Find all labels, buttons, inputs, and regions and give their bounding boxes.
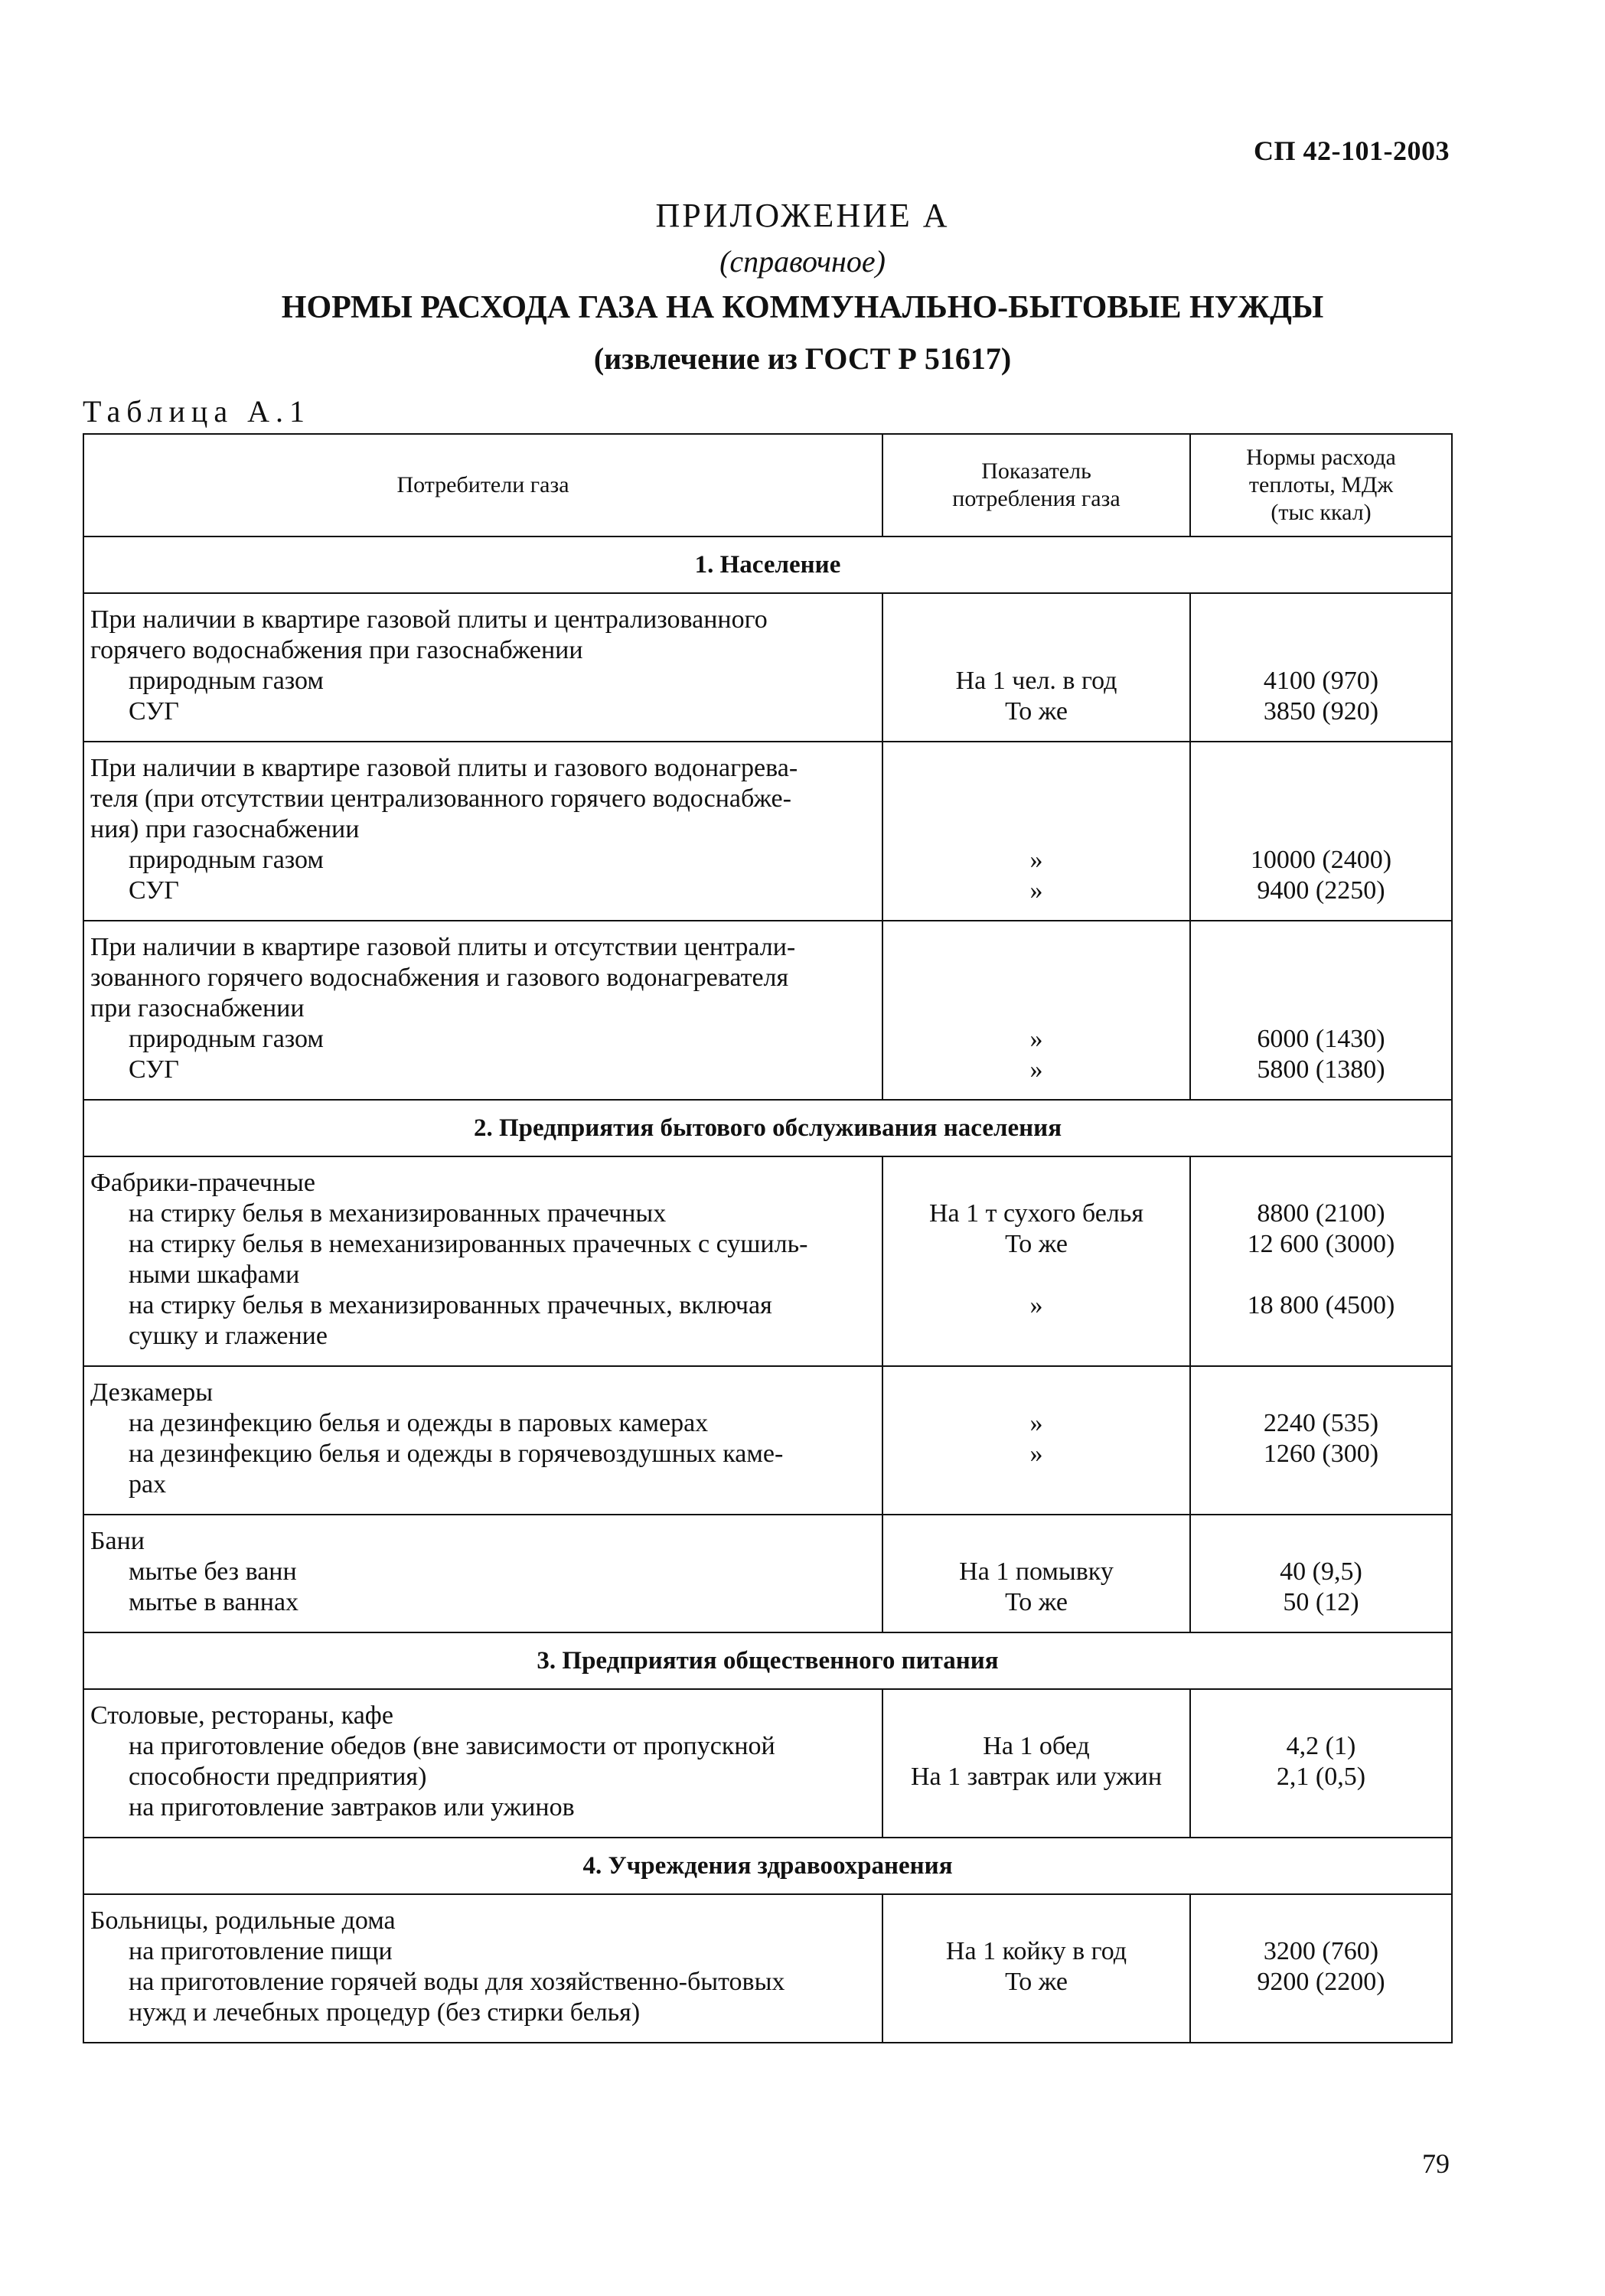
- consumer-line: мытье в ваннах: [129, 1588, 299, 1616]
- indicator-value: [883, 1526, 1189, 1557]
- norm-value: 9200 (2200): [1257, 1968, 1385, 1996]
- indicator-value: На 1 завтрак или ужин: [910, 1763, 1163, 1791]
- consumer-line: теля (при отсутствии централизованного горячего водоснабже-: [90, 784, 791, 813]
- consumer-cell: [83, 1515, 882, 1632]
- indicator-value: То же: [1005, 1230, 1068, 1258]
- table-row: [83, 1515, 1452, 1632]
- indicator-value: »: [1029, 1025, 1043, 1053]
- indicator-cell: [882, 1366, 1190, 1515]
- indicator-cell: [882, 921, 1190, 1100]
- indicator-value: [883, 1260, 1189, 1290]
- table-row: [83, 1689, 1452, 1838]
- norm-value: [1191, 605, 1451, 635]
- consumer-line: Столовые, рестораны, кафе: [90, 1701, 393, 1730]
- consumer-line: ными шкафами: [129, 1261, 300, 1289]
- indicator-value: [883, 605, 1189, 635]
- indicator-cell: [882, 1515, 1190, 1632]
- indicator-value: [883, 784, 1189, 814]
- page-number: 79: [1422, 2148, 1450, 2179]
- consumer-line: при газоснабжении: [90, 994, 305, 1022]
- norm-value: [1191, 932, 1451, 963]
- table-header-row: [83, 434, 1452, 536]
- consumer-line: мытье без ванн: [129, 1557, 297, 1586]
- header-consumers: [83, 434, 882, 536]
- norm-value: 2,1 (0,5): [1276, 1763, 1366, 1791]
- header-indicator-line: Показатель: [981, 458, 1091, 484]
- indicator-value: »: [1029, 1440, 1043, 1468]
- indicator-value: То же: [1005, 1588, 1068, 1616]
- consumer-cell: [83, 593, 882, 742]
- norm-value: [1191, 1378, 1451, 1408]
- table-row: [83, 1366, 1452, 1515]
- indicator-cell: [882, 1156, 1190, 1366]
- consumer-cell: [83, 1156, 882, 1366]
- norm-cell: [1190, 1156, 1452, 1366]
- norm-value: 5800 (1380): [1257, 1055, 1385, 1084]
- norm-value: [1191, 993, 1451, 1024]
- consumer-line: СУГ: [129, 1055, 179, 1084]
- gas-norms-table: [83, 433, 1453, 2043]
- consumer-line: Фабрики-прачечные: [90, 1169, 315, 1197]
- indicator-value: [883, 753, 1189, 784]
- consumer-line: горячего водоснабжения при газоснабжении: [90, 636, 583, 664]
- indicator-value: [883, 1701, 1189, 1731]
- norm-value: 18 800 (4500): [1247, 1291, 1395, 1319]
- document-code: СП 42-101-2003: [1254, 135, 1450, 166]
- consumer-line: Бани: [90, 1527, 145, 1555]
- consumer-line: Дезкамеры: [90, 1378, 214, 1407]
- norm-value: [1191, 753, 1451, 784]
- norm-value: [1191, 1260, 1451, 1290]
- table-label: Таблица А.1: [83, 394, 311, 429]
- norm-value: [1191, 784, 1451, 814]
- section-row: [83, 536, 1452, 593]
- indicator-value: »: [1029, 846, 1043, 874]
- consumer-line: ния) при газоснабжении: [90, 815, 360, 843]
- norm-value: [1191, 1168, 1451, 1199]
- appendix-title: ПРИЛОЖЕНИЕ А: [655, 197, 950, 234]
- indicator-value: [883, 635, 1189, 666]
- indicator-value: »: [1029, 876, 1043, 905]
- consumer-line: на стирку белья в механизированных прачечных: [129, 1199, 667, 1228]
- norm-value: [1191, 1701, 1451, 1731]
- consumer-line: зованного горячего водоснабжения и газового водонагревателя: [90, 964, 789, 992]
- norm-value: 10000 (2400): [1250, 846, 1392, 874]
- indicator-value: То же: [1005, 1968, 1068, 1996]
- indicator-value: На 1 т сухого белья: [928, 1199, 1143, 1228]
- indicator-cell: [882, 593, 1190, 742]
- header-indicator-line: потребления газа: [952, 486, 1121, 511]
- header-consumers-label: Потребители газа: [396, 472, 569, 497]
- indicator-value: [883, 993, 1189, 1024]
- indicator-value: [883, 1906, 1189, 1936]
- appendix-heading: НОРМЫ РАСХОДА ГАЗА НА КОММУНАЛЬНО-БЫТОВЫЕ НУЖДЫ: [281, 290, 1324, 325]
- section-row: [83, 1632, 1452, 1689]
- indicator-value: На 1 помывку: [959, 1557, 1114, 1586]
- norm-value: 12 600 (3000): [1247, 1230, 1395, 1258]
- header-norms-line: теплоты, МДж: [1248, 472, 1394, 497]
- header-indicator: [882, 434, 1190, 536]
- norm-value: [1191, 635, 1451, 666]
- indicator-value: [883, 1469, 1189, 1500]
- indicator-value: [883, 1998, 1189, 2028]
- norm-value: 4100 (970): [1263, 667, 1379, 695]
- consumer-line: на приготовление обедов (вне зависимости от пропускной: [129, 1732, 775, 1760]
- consumer-line: на приготовление пищи: [129, 1937, 393, 1965]
- consumer-line: рах: [129, 1470, 167, 1499]
- indicator-value: На 1 обед: [983, 1732, 1090, 1760]
- indicator-cell: [882, 1689, 1190, 1838]
- norm-value: 3850 (920): [1263, 697, 1379, 726]
- norm-value: 40 (9,5): [1280, 1557, 1362, 1586]
- consumer-cell: [83, 742, 882, 921]
- indicator-cell: [882, 1894, 1190, 2043]
- table-row: [83, 1894, 1452, 2043]
- consumer-line: на приготовление завтраков или ужинов: [129, 1793, 575, 1821]
- header-norms-line: Нормы расхода: [1246, 445, 1396, 470]
- header-norms: [1190, 434, 1452, 536]
- consumer-cell: [83, 1689, 882, 1838]
- norm-cell: [1190, 1894, 1452, 2043]
- indicator-cell: [882, 742, 1190, 921]
- consumer-cell: [83, 921, 882, 1100]
- norm-value: [1191, 814, 1451, 845]
- indicator-value: На 1 чел. в год: [955, 667, 1117, 695]
- indicator-value: [883, 1321, 1189, 1352]
- table-row: [83, 593, 1452, 742]
- table-row: [83, 1156, 1452, 1366]
- consumer-line: нужд и лечебных процедур (без стирки белья): [129, 1998, 641, 2027]
- consumer-line: природным газом: [129, 667, 324, 695]
- consumer-line: на стирку белья в механизированных прачечных, включая: [129, 1291, 772, 1319]
- section-title: 2. Предприятия бытового обслуживания населения: [83, 1100, 1452, 1156]
- norm-cell: [1190, 921, 1452, 1100]
- norm-value: [1191, 1906, 1451, 1936]
- table-row: [83, 742, 1452, 921]
- consumer-line: При наличии в квартире газовой плиты и централизованного: [90, 605, 768, 634]
- indicator-value: [883, 1168, 1189, 1199]
- indicator-value: [883, 1378, 1189, 1408]
- extract-note: (извлечение из ГОСТ Р 51617): [593, 341, 1012, 376]
- norm-value: [1191, 1321, 1451, 1352]
- norm-cell: [1190, 1366, 1452, 1515]
- table-row: [83, 921, 1452, 1100]
- indicator-value: »: [1029, 1409, 1043, 1437]
- norm-cell: [1190, 593, 1452, 742]
- indicator-value: »: [1029, 1055, 1043, 1084]
- consumer-line: природным газом: [129, 1025, 324, 1053]
- appendix-subtitle: (справочное): [719, 244, 886, 279]
- norm-value: 2240 (535): [1263, 1409, 1379, 1437]
- consumer-line: СУГ: [129, 876, 179, 905]
- section-title: 1. Население: [83, 536, 1452, 593]
- consumer-line: на стирку белья в немеханизированных прачечных с сушиль-: [129, 1230, 808, 1258]
- indicator-value: [883, 814, 1189, 845]
- section-row: [83, 1100, 1452, 1156]
- section-title: 3. Предприятия общественного питания: [83, 1632, 1452, 1689]
- indicator-value: То же: [1005, 697, 1068, 726]
- consumer-line: Больницы, родильные дома: [90, 1906, 396, 1935]
- indicator-value: [883, 1792, 1189, 1823]
- consumer-line: на приготовление горячей воды для хозяйственно-бытовых: [129, 1968, 785, 1996]
- consumer-cell: [83, 1894, 882, 2043]
- norm-value: 3200 (760): [1263, 1937, 1379, 1965]
- norm-value: [1191, 1998, 1451, 2028]
- norm-value: [1191, 1469, 1451, 1500]
- consumer-cell: [83, 1366, 882, 1515]
- indicator-value: На 1 койку в год: [945, 1937, 1127, 1965]
- consumer-line: При наличии в квартире газовой плиты и газового водонагрева-: [90, 754, 798, 782]
- norm-value: [1191, 963, 1451, 993]
- norm-value: 4,2 (1): [1286, 1732, 1356, 1760]
- section-title: 4. Учреждения здравоохранения: [83, 1838, 1452, 1894]
- consumer-line: При наличии в квартире газовой плиты и отсутствии централи-: [90, 933, 796, 961]
- norm-value: 1260 (300): [1263, 1440, 1379, 1468]
- section-row: [83, 1838, 1452, 1894]
- consumer-line: на дезинфекцию белья и одежды в горячевоздушных каме-: [129, 1440, 784, 1468]
- consumer-line: способности предприятия): [129, 1763, 427, 1791]
- consumer-line: природным газом: [129, 846, 324, 874]
- indicator-value: [883, 932, 1189, 963]
- consumer-line: сушку и глажение: [129, 1322, 328, 1350]
- consumer-line: СУГ: [129, 697, 179, 726]
- norm-cell: [1190, 1515, 1452, 1632]
- header-norms-line: (тыс ккал): [1271, 500, 1372, 525]
- norm-cell: [1190, 1689, 1452, 1838]
- norm-value: 6000 (1430): [1257, 1025, 1385, 1053]
- norm-value: 50 (12): [1283, 1588, 1359, 1616]
- norm-value: [1191, 1792, 1451, 1823]
- norm-value: 8800 (2100): [1257, 1199, 1385, 1228]
- norm-value: 9400 (2250): [1257, 876, 1385, 905]
- norm-cell: [1190, 742, 1452, 921]
- indicator-value: [883, 963, 1189, 993]
- norm-value: [1191, 1526, 1451, 1557]
- indicator-value: »: [1029, 1291, 1043, 1319]
- consumer-line: на дезинфекцию белья и одежды в паровых камерах: [129, 1409, 709, 1437]
